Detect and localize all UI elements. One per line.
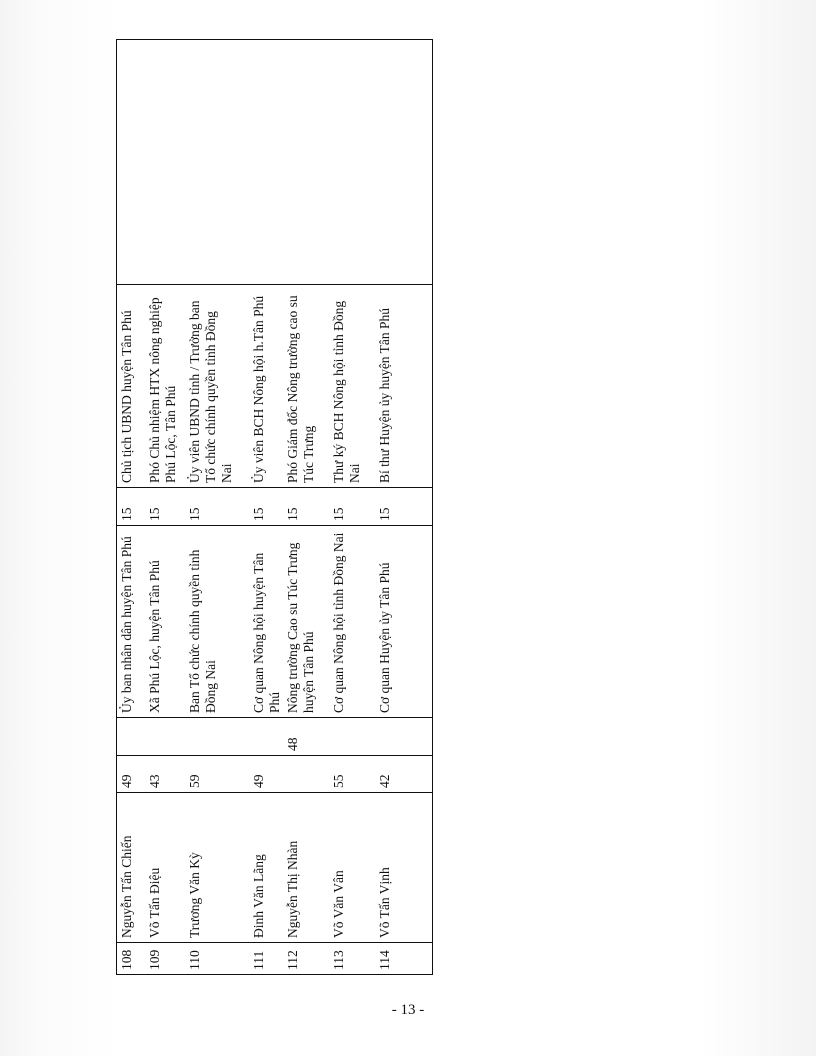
organization: Xã Phú Lộc, huyện Tân Phú	[145, 526, 185, 718]
age-female	[117, 718, 145, 756]
years: 15	[145, 488, 185, 526]
person-name: Võ Tấn Vịnh	[375, 793, 433, 943]
age-female	[249, 718, 283, 756]
age-male: 49	[249, 756, 283, 793]
person-name: Võ Tấn Điệu	[145, 793, 185, 943]
position: Bí thư Huyện ủy huyện Tân Phú	[375, 285, 433, 488]
organization: Ủy ban nhân dân huyện Tân Phú	[117, 526, 145, 718]
page-number: - 13 -	[391, 1002, 425, 1018]
position: Chủ tịch UBND huyện Tân Phú	[117, 285, 145, 488]
organization: Nông trường Cao su Túc Trưng huyện Tân Phú	[283, 526, 329, 718]
years: 15	[185, 488, 249, 526]
age-male: 42	[375, 756, 433, 793]
years: 15	[249, 488, 283, 526]
age-male: 59	[185, 756, 249, 793]
years: 15	[375, 488, 433, 526]
row-number: 112	[283, 943, 329, 975]
row-number: 111	[249, 943, 283, 975]
person-name: Trương Văn Kỳ	[185, 793, 249, 943]
age-female	[185, 718, 249, 756]
organization: Cơ quan Nông hội huyện Tân Phú	[249, 526, 283, 718]
person-name: Đinh Văn Lãng	[249, 793, 283, 943]
organization: Cơ quan Nông hội tỉnh Đồng Nai	[329, 526, 375, 718]
empty-column	[117, 40, 433, 285]
age-female: 48	[283, 718, 329, 756]
delegate-table	[116, 39, 433, 975]
row-number: 110	[185, 943, 249, 975]
position: Ủy viên UBND tỉnh / Trưởng ban Tổ chức chính quyền tỉnh Đồng Nai	[185, 285, 249, 488]
row-number: 108	[117, 943, 145, 975]
person-name: Võ Văn Vân	[329, 793, 375, 943]
age-female	[145, 718, 185, 756]
age-male	[283, 756, 329, 793]
table-row	[117, 40, 145, 975]
position: Ủy viên BCH Nông hội h.Tân Phú	[249, 285, 283, 488]
years: 15	[283, 488, 329, 526]
rotated-table-container	[116, 40, 420, 975]
person-name: Nguyễn Tấn Chiến	[117, 793, 145, 943]
age-male: 55	[329, 756, 375, 793]
row-number: 114	[375, 943, 433, 975]
age-male: 49	[117, 756, 145, 793]
position: Phó Chủ nhiệm HTX nông nghiệp Phú Lộc, Tân Phú	[145, 285, 185, 488]
age-male: 43	[145, 756, 185, 793]
organization: Cơ quan Huyện ủy Tân Phú	[375, 526, 433, 718]
person-name: Nguyễn Thị Nhàn	[283, 793, 329, 943]
years: 15	[329, 488, 375, 526]
row-number: 113	[329, 943, 375, 975]
years: 15	[117, 488, 145, 526]
position: Phó Giám đốc Nông trường cao su Túc Trưng	[283, 285, 329, 488]
position: Thư ký BCH Nông hội tỉnh Đồng Nai	[329, 285, 375, 488]
age-female	[329, 718, 375, 756]
age-female	[375, 718, 433, 756]
organization: Ban Tổ chức chính quyền tỉnh Đồng Nai	[185, 526, 249, 718]
row-number: 109	[145, 943, 185, 975]
